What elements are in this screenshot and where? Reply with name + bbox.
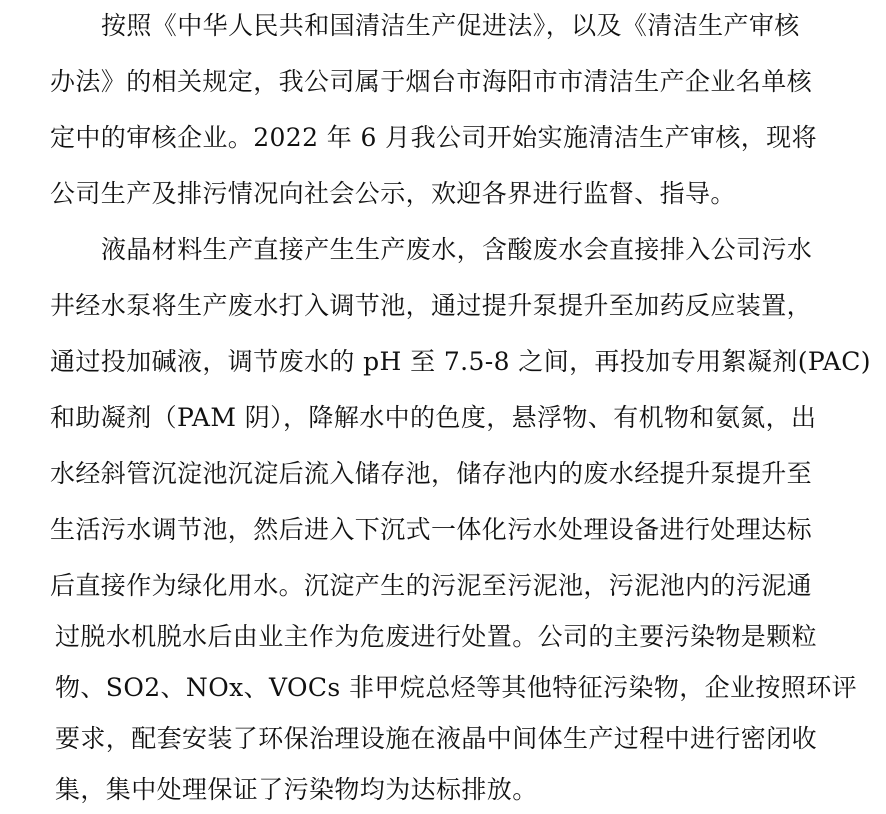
paragraph-1-line-4: 公司生产及排污情况向社会公示，欢迎各界进行监督、指导。 <box>50 179 736 208</box>
paragraph-2-line-5: 水经斜管沉淀池沉淀后流入储存池，储存池内的废水经提升泵提升至 <box>50 459 813 488</box>
paragraph-2-line-10: 要求，配套安装了环保治理设施在液晶中间体生产过程中进行密闭收 <box>55 724 818 753</box>
paragraph-1-line-2: 办法》的相关规定，我公司属于烟台市海阳市市清洁生产企业名单核 <box>50 67 813 96</box>
paragraph-2-line-2: 井经水泵将生产废水打入调节池，通过提升泵提升至加药反应装置， <box>50 291 813 320</box>
paragraph-1-line-1: 按照《中华人民共和国清洁生产促进法》，以及《清洁生产审核 <box>101 11 800 40</box>
paragraph-1-line-3: 定中的审核企业。2022 年 6 月我公司开始实施清洁生产审核，现将 <box>50 123 817 152</box>
paragraph-2-line-9: 物、SO2、NOx、VOCs 非甲烷总烃等其他特征污染物，企业按照环评 <box>55 673 858 702</box>
paragraph-2-line-6: 生活污水调节池，然后进入下沉式一体化污水处理设备进行处理达标 <box>50 515 813 544</box>
paragraph-2-line-1: 液晶材料生产直接产生生产废水，含酸废水会直接排入公司污水 <box>101 235 813 264</box>
paragraph-2-line-4: 和助凝剂（PAM 阴），降解水中的色度，悬浮物、有机物和氨氮，出 <box>50 403 817 432</box>
paragraph-2-line-8: 过脱水机脱水后由业主作为危废进行处置。公司的主要污染物是颗粒 <box>55 622 818 651</box>
paragraph-2-line-7: 后直接作为绿化用水。沉淀产生的污泥至污泥池，污泥池内的污泥通 <box>50 571 813 600</box>
paragraph-2-line-11: 集，集中处理保证了污染物均为达标排放。 <box>55 775 538 804</box>
paragraph-2-line-3: 通过投加碱液，调节废水的 pH 至 7.5-8 之间，再投加专用絮凝剂(PAC) <box>50 347 871 376</box>
